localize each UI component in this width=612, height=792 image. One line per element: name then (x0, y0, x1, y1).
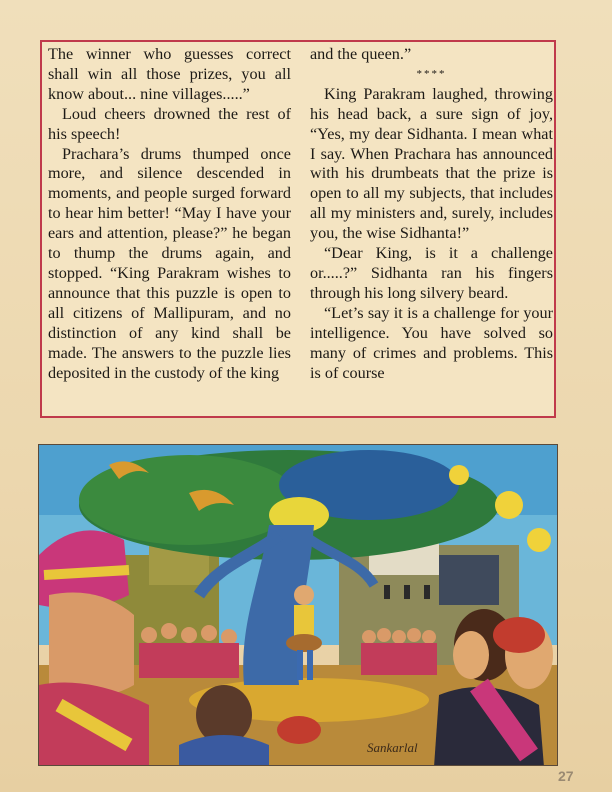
section-separator: **** (416, 67, 447, 80)
turban-band (44, 570, 129, 575)
crowd-right (361, 628, 437, 675)
foreground-man-face (49, 593, 134, 699)
artist-signature: Sankarlal (367, 740, 418, 755)
drum (286, 634, 322, 652)
story-paragraph: King Parakram laughed, throwing his head back, a sure sign of joy, “Yes, my dear Sidhanta. I mean what I say. When Prachara has announced with his drumbeats that the prize is open to all my subjects, that includes all my ministers and, surely, includes you, the wise Sidhanta!” (310, 84, 553, 243)
story-paragraph: “Dear King, is it a challenge or.....?” Sidhanta ran his fingers through his long silvery beard. (310, 244, 553, 302)
story-left-column (48, 45, 291, 383)
illustration-scene (39, 445, 558, 766)
story-paragraph: “Let’s say it is a challenge for your intelligence. You have solved so many of crimes and problems. This is of course (310, 303, 553, 382)
drummer-leg (297, 650, 303, 680)
drummer-leg (307, 650, 313, 680)
palace-window (384, 585, 390, 599)
story-paragraph: Loud cheers drowned the rest of his speech! (48, 104, 291, 143)
story-illustration (38, 444, 558, 766)
palace-window (404, 585, 410, 599)
story-right-column (310, 45, 553, 383)
flower (495, 491, 523, 519)
flower (527, 528, 551, 552)
bearded-man-turban (493, 617, 545, 653)
drummer-head (294, 585, 314, 605)
palace-window (424, 585, 430, 599)
palace-roof (439, 555, 499, 605)
woman-face (453, 631, 489, 679)
story-paragraph: The winner who guesses correct shall win all those prizes, you all know about... nine villages.....” (48, 45, 291, 103)
story-paragraph: and the queen.” (310, 45, 412, 63)
page-number: 27 (558, 768, 574, 784)
crowd-left (139, 623, 239, 678)
spectator-turban (277, 716, 321, 744)
story-paragraph: Prachara’s drums thumped once more, and silence descended in moments, and people surged forward to hear him better! “May I have your ears and attention, please?” he began to thump the drums again, and stopped. “King Parakram wishes to announce that this puzzle is open to all citizens of Mallipuram, and no distinction of any kind shall be made. The answers to the puzzle lies deposited in the custody of the king (48, 144, 291, 382)
flower (449, 465, 469, 485)
story-text-frame (40, 40, 556, 418)
